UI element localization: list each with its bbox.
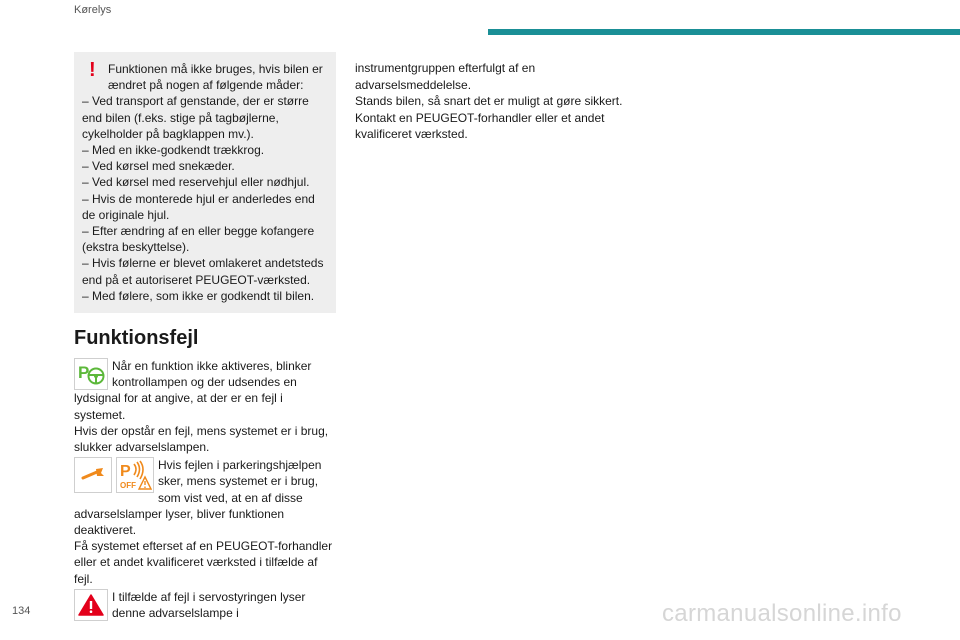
warning-item: – Med følere, som ikke er godkendt til bilen. [82,288,315,303]
warning-item: – Ved transport af genstande, der er større end bilen (f.eks. stige på tagbøjlerne, cykelholder på bagklappen mv.). [82,94,309,141]
svg-text:P: P [120,463,131,481]
malfunction-text-2: Hvis der opstår en fejl, mens systemet er i brug, slukker advarselslampen. [74,423,329,455]
malfunction-block-2 [74,457,336,538]
exclamation-icon: ! [89,59,96,81]
malfunction-text-4: Få systemet efterset af en PEUGEOT-forhandler eller et andet kvalificeret værksted i tilfælde af fejl. [74,539,333,586]
warning-item: – Hvis de monterede hjul er anderledes end de originale hjul. [82,191,315,222]
instruction-text: Stands bilen, så snart det er muligt at gøre sikkert. Kontakt en PEUGEOT-forhandler eller et andet kvalificeret værksted. [355,94,623,141]
malfunction-text-5: I tilfælde af fejl i servostyringen lyser denne advarselslampe i [112,589,306,621]
left-column [74,52,336,621]
malfunction-text-1: Når en funktion ikke aktiveres, blinker kontrollampen og der udsendes en lydsignal for at angive, at der er en fejl i systemet. [74,359,312,422]
warning-item: – Hvis følerne er blevet omlakeret andetsteds end på et autoriseret PEUGEOT-værksted. [82,256,324,287]
warning-intro [82,61,328,93]
section-title: Kørelys [74,4,112,16]
accent-bar [488,29,960,35]
warning-item: – Ved kørsel med snekæder. [82,159,235,174]
park-sensor-off-icon [116,457,154,493]
wrench-icon [74,457,112,493]
warning-item: – Efter ændring af en eller begge kofangere (ekstra beskyttelse). [82,224,315,255]
warning-item: – Med en ikke-godkendt trækkrog. [82,143,265,158]
warning-item: – Ved kørsel med reservehjul eller nødhjul. [82,175,310,190]
warning-box [74,52,336,313]
page-number: 134 [12,605,31,617]
svg-text:P: P [78,363,90,383]
right-column [355,60,630,143]
malfunction-block-1 [74,358,336,423]
watermark: carmanualsonline.info [662,600,902,627]
malfunction-block-3 [74,589,336,621]
warning-triangle-icon [74,589,108,621]
warning-intro-text: Funktionen må ikke bruges, hvis bilen er ændret på nogen af følgende måder: [108,62,323,93]
off-label: OFF [120,481,136,491]
malfunction-text-3: Hvis fejlen i parkeringshjælpen sker, mens systemet er i brug, som vist ved, at en af disse advarselslamper lyser, bliver funktionen deaktiveret. [74,458,322,538]
section-heading: Funktionsfejl [74,327,199,350]
continued-text: instrumentgruppen efterfulgt af en advarselsmeddelelse. [355,61,536,92]
park-assist-green-icon [74,358,108,390]
